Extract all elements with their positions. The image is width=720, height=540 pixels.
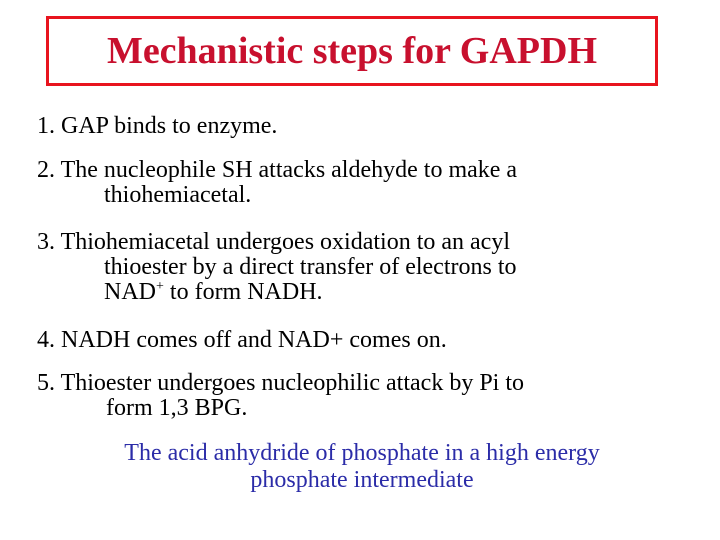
step-2-line-2: thiohemiacetal. xyxy=(104,182,252,208)
step-2-line-1: 2. The nucleophile SH attacks aldehyde to make a xyxy=(37,157,518,183)
page-title: Mechanistic steps for GAPDH xyxy=(106,30,598,72)
step-1-text: 1. GAP binds to enzyme. xyxy=(37,113,278,139)
step-3-line-3 xyxy=(37,280,517,305)
footnote-line-1: The acid anhydride of phosphate in a high energy xyxy=(124,440,600,466)
footnote-line-2: phosphate intermediate xyxy=(250,467,474,493)
step-5-line-2: form 1,3 BPG. xyxy=(106,395,248,421)
step-4-text: 4. NADH comes off and NAD+ comes on. xyxy=(37,327,447,353)
plus-superscript: + xyxy=(156,279,164,294)
title-frame xyxy=(46,16,658,86)
footnote xyxy=(60,440,664,494)
step-5 xyxy=(37,371,524,421)
step-4 xyxy=(37,328,447,353)
step-3-line-2: thioester by a direct transfer of electrons to xyxy=(104,254,517,280)
step-1 xyxy=(37,114,277,139)
step-3 xyxy=(37,230,517,305)
nad-label: NAD xyxy=(104,279,156,305)
step-2 xyxy=(37,158,517,208)
step-3-line-1: 3. Thiohemiacetal undergoes oxidation to an acyl xyxy=(37,229,510,255)
step-3-line-3-tail: to form NADH. xyxy=(163,279,323,305)
step-5-line-1: 5. Thioester undergoes nucleophilic attack by Pi to xyxy=(37,370,525,396)
